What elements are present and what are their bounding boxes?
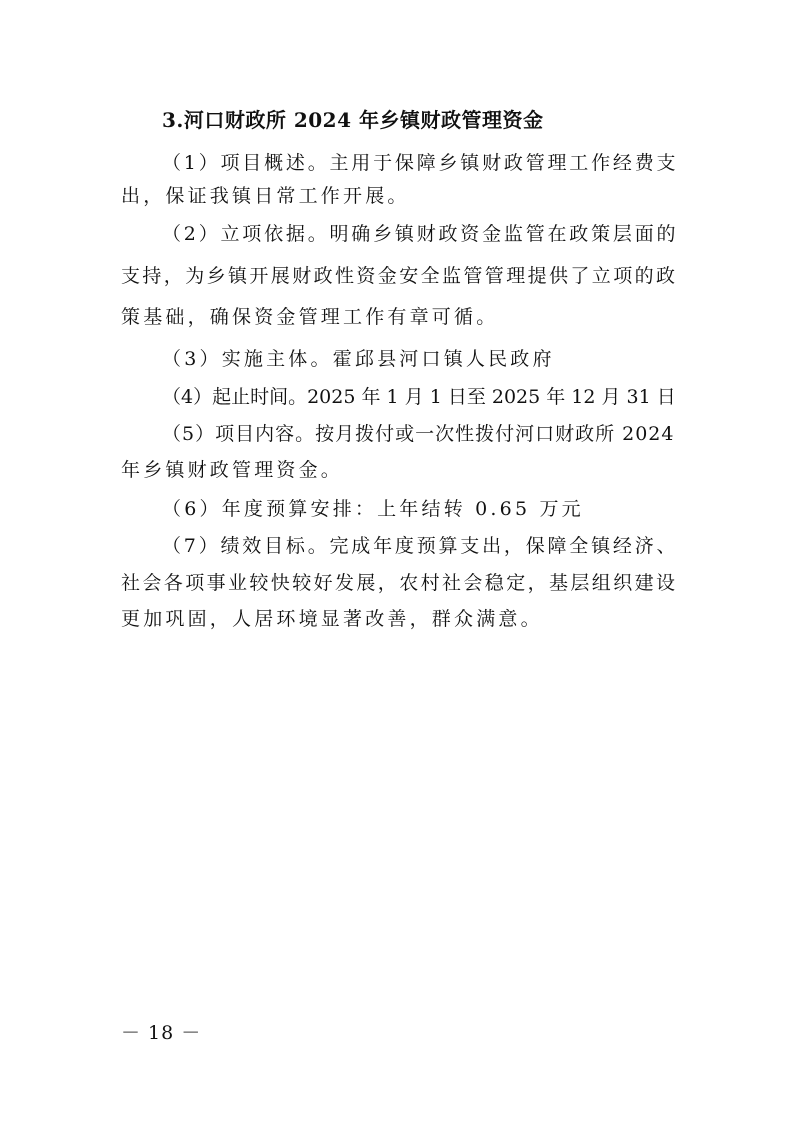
goal-line-2: 社会各项事业较快较好发展，农村社会稳定，基层组织建设 xyxy=(121,572,678,594)
content-line-1: （5）项目内容。按月拨付或一次性拨付河口财政所 2024 xyxy=(162,423,675,445)
basis-line-1: （2）立项依据。明确乡镇财政资金监管在政策层面的 xyxy=(162,223,679,245)
subject-line: （3）实施主体。霍邱县河口镇人民政府 xyxy=(162,348,555,370)
goal-line-1: （7）绩效目标。完成年度预算支出，保障全镇经济、 xyxy=(162,535,679,557)
page-number: － 18 － xyxy=(121,1022,202,1044)
period-line: （4）起止时间。2025 年 1 月 1 日至 2025 年 12 月 31 日 xyxy=(162,386,676,408)
content-line-2: 年乡镇财政管理资金。 xyxy=(121,459,344,481)
section-heading: 3.河口财政所 2024 年乡镇财政管理资金 xyxy=(162,108,544,132)
overview-line-2: 出，保证我镇日常工作开展。 xyxy=(121,185,410,207)
budget-line: （6）年度预算安排：上年结转 0.65 万元 xyxy=(162,498,584,520)
goal-line-3: 更加巩固，人居环境显著改善，群众满意。 xyxy=(121,608,543,630)
basis-line-3: 策基础，确保资金管理工作有章可循。 xyxy=(121,306,499,328)
basis-line-2: 支持，为乡镇开展财政性资金安全监管管理提供了立项的政 xyxy=(121,265,678,287)
overview-line-1: （1）项目概述。主用于保障乡镇财政管理工作经费支 xyxy=(162,152,679,174)
